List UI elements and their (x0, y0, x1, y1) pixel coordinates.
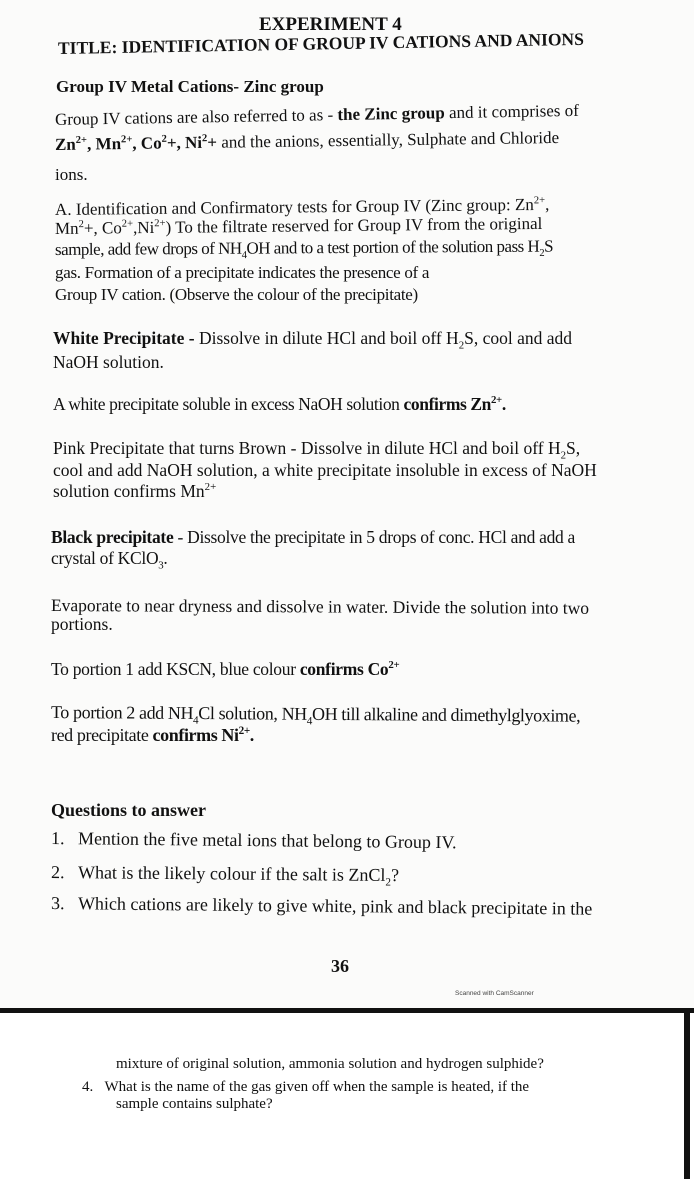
question-3: 3. Which cations are likely to give white, pink and black precipitate in the (50, 893, 593, 919)
question-4-line-2: sample contains sulphate? (116, 1096, 273, 1112)
intro-line-1: Group IV cations are also referred to as - the Zinc group and it comprises of (54, 100, 579, 129)
intro-line-2: $Zn^{2+}$, $Mn^{2+}$, $Co^2+$, $Ni^2+$ and the anions, essentially, Sulphate and Chloride (54, 127, 560, 154)
page-title: TITLE: IDENTIFICATION OF GROUP IV CATIONS AND ANIONS (57, 28, 584, 58)
section-a-line-3: sample, add few drops of $NH_4OH$ and to a test portion of the solution pass $H_2S$ (54, 236, 554, 262)
questions-heading: Questions to answer (51, 800, 207, 820)
pink-precipitate-line-2: cool and add NaOH solution, a white precipitate insoluble in excess of NaOH (53, 460, 597, 480)
section-a-line-5: Group IV cation. (Observe the colour of the precipitate) (55, 285, 418, 304)
question-1: 1. Mention the five metal ions that belong to Group IV. (50, 828, 457, 853)
pink-precipitate-line-1: Pink Precipitate that turns Brown - Dissolve in dilute HCl and boil off $H_2S$, (53, 438, 581, 462)
scanner-watermark: Scanned with CamScanner (455, 990, 534, 997)
page-number: 36 (331, 956, 349, 976)
question-2: 2. What is the likely colour if the salt is ZnCl$_2$? (50, 862, 400, 889)
question-3-continuation: mixture of original solution, ammonia solution and hydrogen sulphide? (116, 1056, 544, 1072)
question-3-number: 3. (50, 893, 65, 914)
portion-1-line: To portion 1 add KSCN, blue colour confirms $Co^{2+}$ (51, 659, 400, 679)
page-edge-shadow (684, 1013, 690, 1179)
section-a-line-2: $Mn^2+$, $Co^{2+},Ni^{2+}$) To the filtrate reserved for Group IV from the original (54, 213, 543, 238)
page-divider (0, 1008, 694, 1013)
question-4-line-1: 4. What is the name of the gas given off when the sample is heated, if the (82, 1079, 530, 1095)
question-4-number: 4. (82, 1079, 94, 1095)
evaporate-line-2: portions. (51, 614, 113, 634)
section-a-line-4: gas. Formation of a precipitate indicates the presence of a (55, 263, 430, 282)
section-subtitle: Group IV Metal Cations- Zinc group (56, 77, 324, 96)
intro-line-3: ions. (55, 165, 88, 184)
portion-2-line-2: red precipitate confirms $Ni^{2+}$. (51, 725, 254, 745)
experiment-number: EXPERIMENT 4 (259, 14, 402, 35)
question-1-number: 1. (50, 828, 65, 849)
section-a-line-1: A. Identification and Confirmatory tests for Group IV (Zinc group: $Zn^{2+}$, (54, 194, 550, 219)
white-precipitate-line-2: NaOH solution. (53, 352, 164, 372)
evaporate-line-1: Evaporate to near dryness and dissolve in water. Divide the solution into two (50, 595, 590, 618)
question-2-number: 2. (50, 862, 65, 883)
portion-2-line-1: To portion 2 add $NH_4Cl$ solution, $NH_4OH$ till alkaline and dimethylglyoxime, (50, 702, 581, 728)
pink-precipitate-line-3: solution confirms $Mn^{2+}$ (53, 481, 217, 501)
white-confirm-line: A white precipitate soluble in excess NaOH solution confirms $Zn^{2+}$. (53, 394, 506, 414)
white-precipitate-line-1: White Precipitate - Dissolve in dilute HCl and boil off $H_2S$, cool and add (53, 328, 573, 352)
black-precipitate-line-2: crystal of KClO$_3$. (51, 548, 168, 572)
black-precipitate-line-1: Black precipitate - Dissolve the precipitate in 5 drops of conc. HCl and add a (51, 527, 576, 547)
